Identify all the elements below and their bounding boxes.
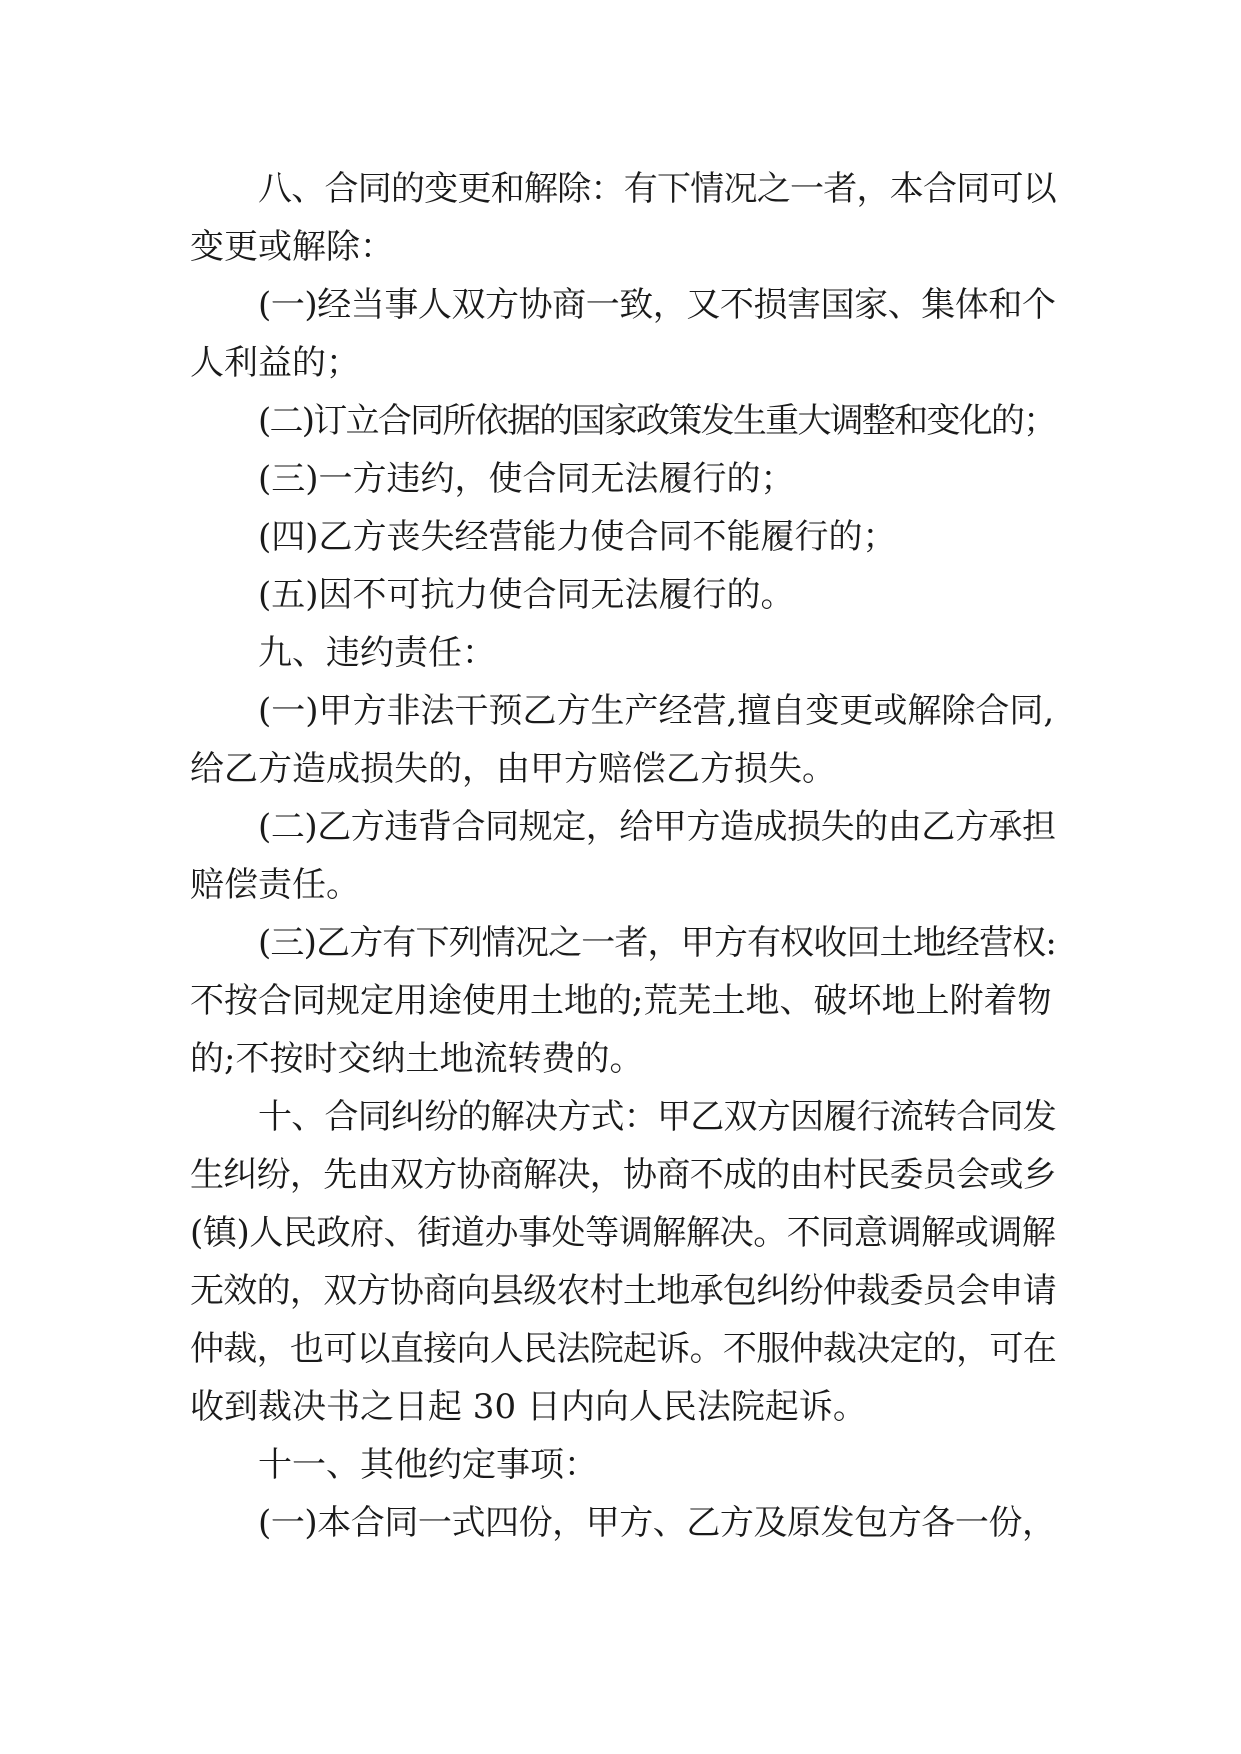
paragraph-line: (三)一方违约，使合同无法履行的； — [258, 459, 795, 499]
paragraph-line: 八、合同的变更和解除：有下情况之一者，本合同可以 — [258, 169, 1056, 209]
paragraph-line: (二)订立合同所依据的国家政策发生重大调整和变化的； — [258, 401, 1056, 441]
paragraph-line: 给乙方造成损失的，由甲方赔偿乙方损失。 — [190, 749, 836, 789]
paragraph-line: (一)经当事人双方协商一致，又不损害国家、集体和个 — [258, 285, 1056, 325]
paragraph-line: 无效的，双方协商向县级农村土地承包纠纷仲裁委员会申请 — [190, 1271, 1056, 1311]
paragraph-line: (四)乙方丧失经营能力使合同不能履行的； — [258, 517, 897, 557]
paragraph-line: (镇)人民政府、街道办事处等调解解决。不同意调解或调解 — [190, 1213, 1056, 1253]
paragraph-line: 不按合同规定用途使用土地的;荒芜土地、破坏地上附着物 — [190, 981, 1052, 1021]
paragraph-line: 十、合同纠纷的解决方式：甲乙双方因履行流转合同发 — [258, 1097, 1056, 1137]
paragraph-line: (三)乙方有下列情况之一者，甲方有权收回土地经营权: — [258, 923, 1056, 963]
paragraph-line: 仲裁，也可以直接向人民法院起诉。不服仲裁决定的，可在 — [190, 1329, 1056, 1369]
paragraph-line: 生纠纷，先由双方协商解决，协商不成的由村民委员会或乡 — [190, 1155, 1056, 1195]
paragraph-line: 变更或解除： — [190, 227, 394, 267]
paragraph-line: (二)乙方违背合同规定，给甲方造成损失的由乙方承担 — [258, 807, 1056, 847]
paragraph-line: (一)本合同一式四份，甲方、乙方及原发包方各一份， — [258, 1503, 1056, 1543]
document-body — [190, 160, 1056, 1552]
section-heading: 九、违约责任： — [258, 633, 496, 673]
paragraph-line: 收到裁决书之日起 30 日内向人民法院起诉。 — [190, 1387, 867, 1427]
paragraph-line: (五)因不可抗力使合同无法履行的。 — [258, 575, 795, 615]
paragraph-line: 赔偿责任。 — [190, 865, 360, 905]
paragraph-line: 人利益的； — [190, 343, 360, 383]
paragraph-line: (一)甲方非法干预乙方生产经营,擅自变更或解除合同, — [258, 691, 1055, 731]
paragraph-line: 的;不按时交纳土地流转费的。 — [190, 1039, 644, 1079]
section-heading: 十一、其他约定事项： — [258, 1445, 598, 1485]
